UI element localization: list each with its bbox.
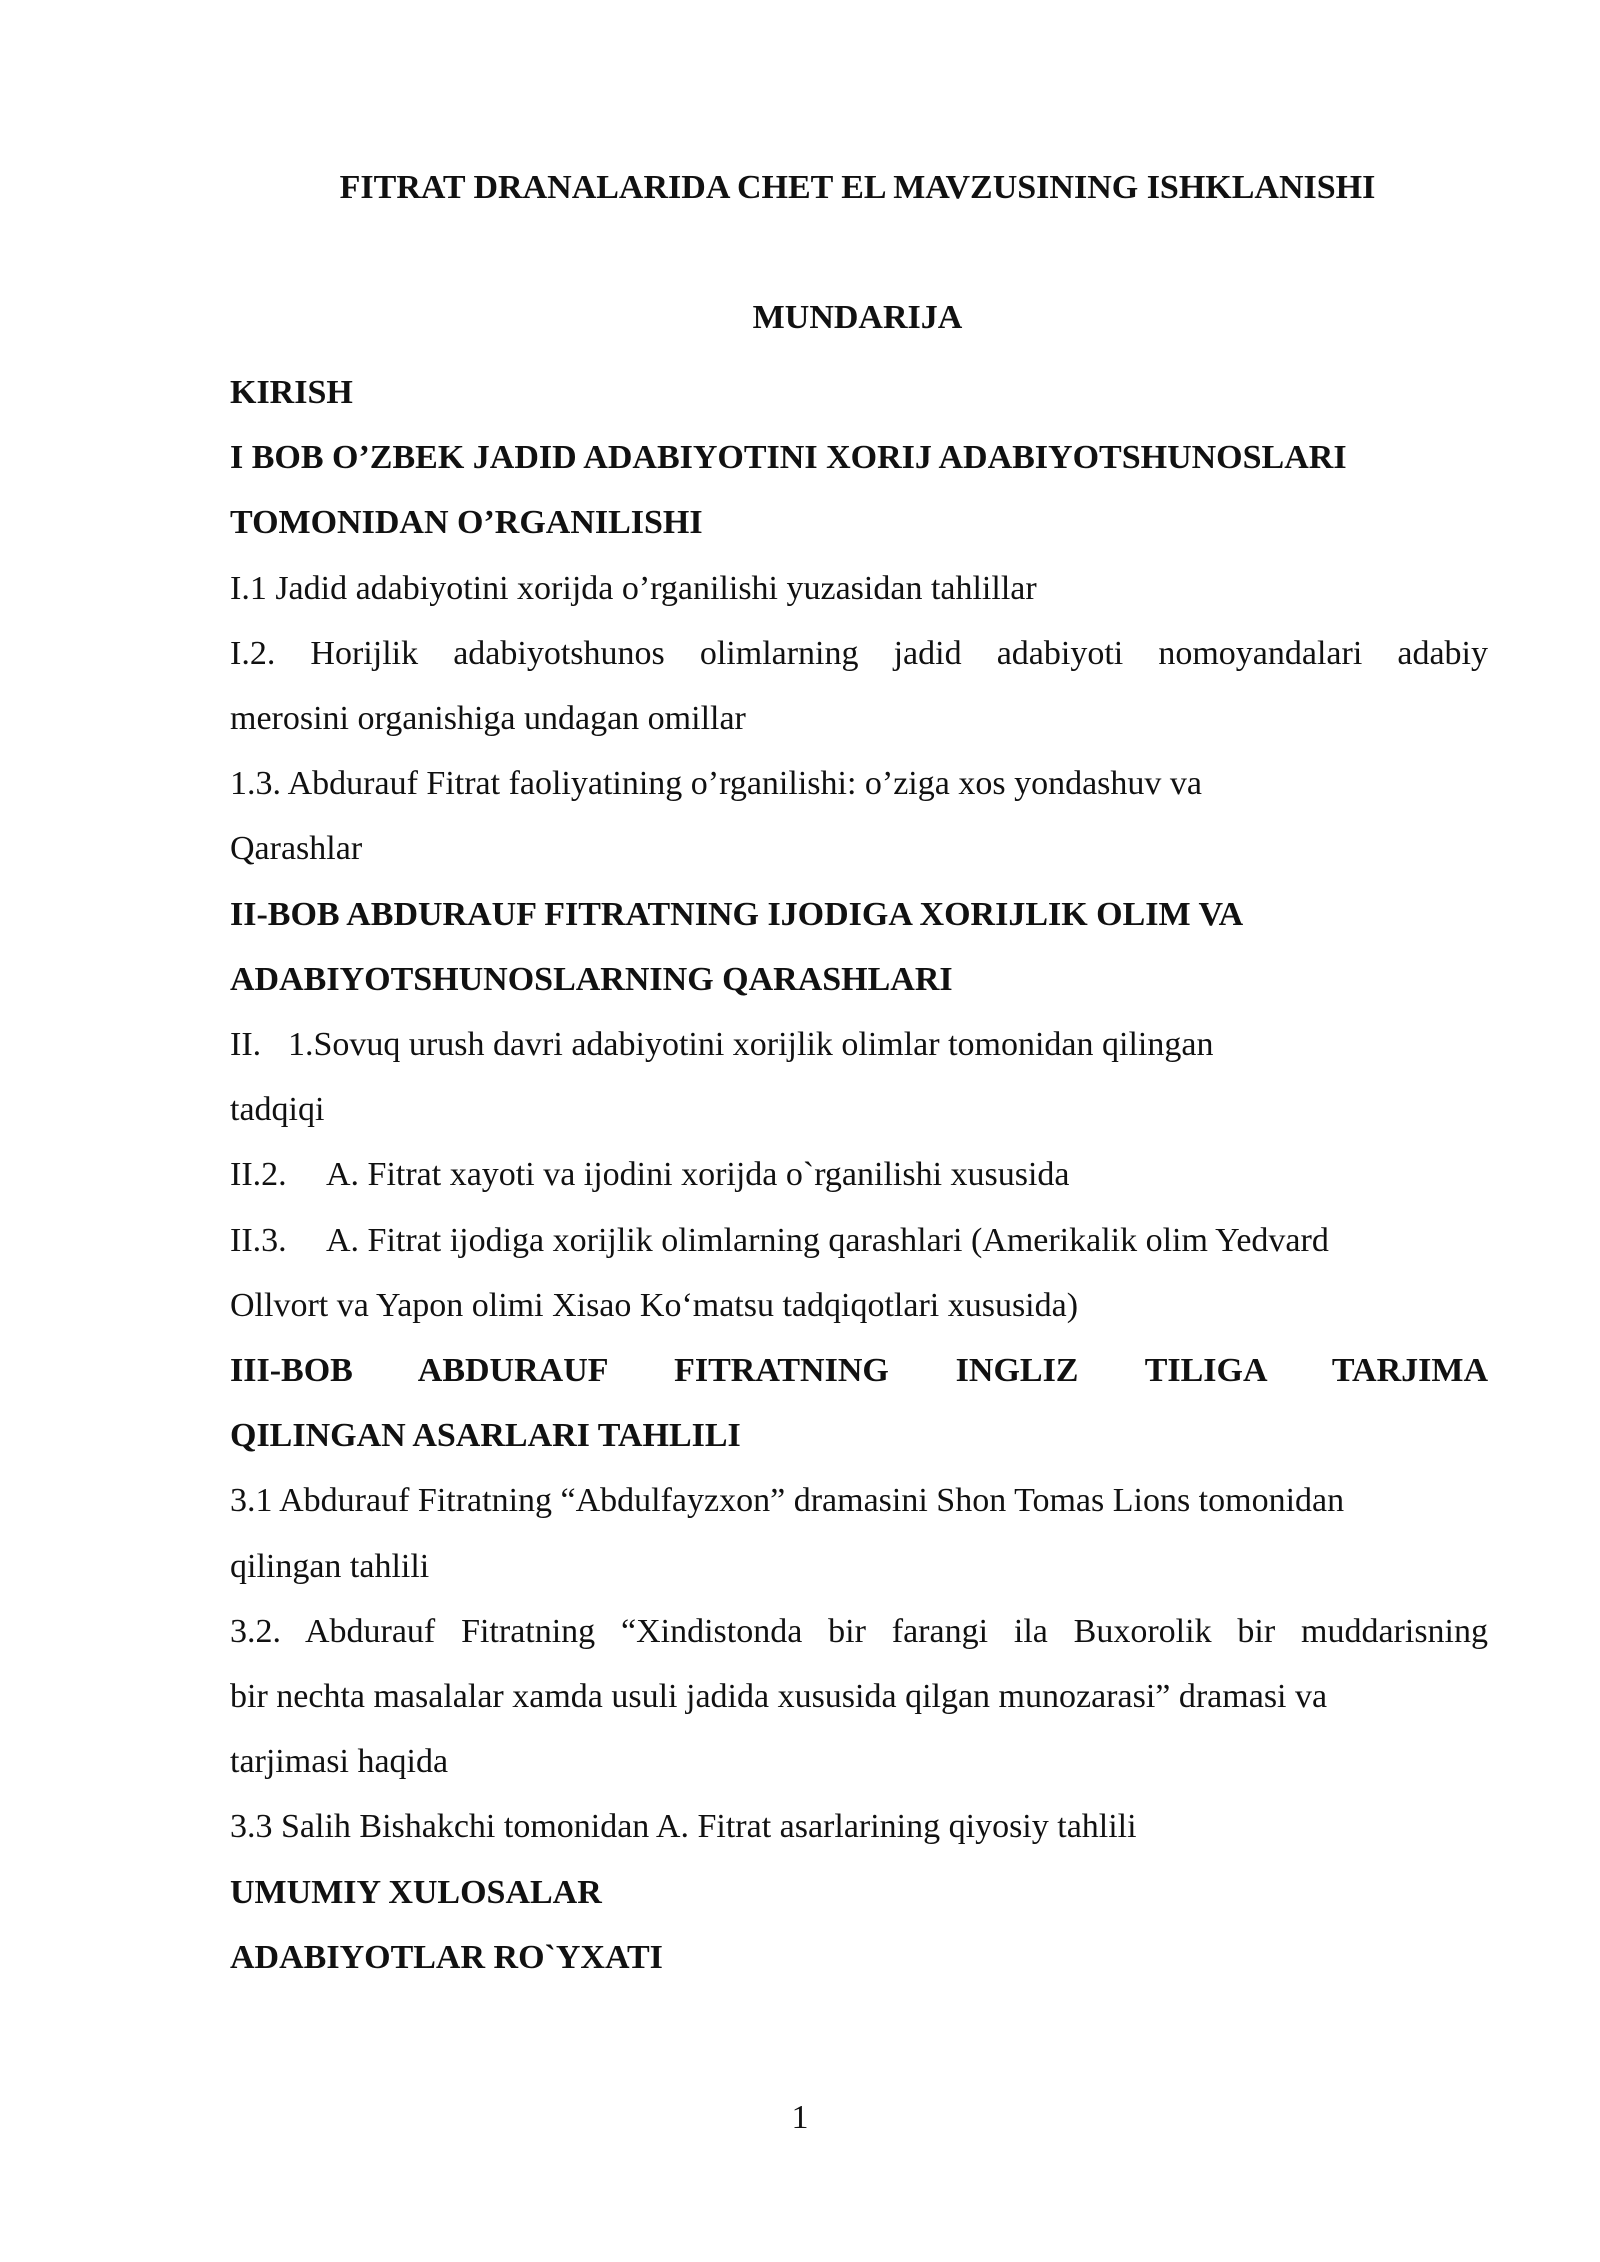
toc-section-1-1: I.1 Jadid adabiyotini xorijda o’rganilishi yuzasidan tahlillar	[230, 569, 1037, 607]
toc-section-1-2-line-2: merosini organishiga undagan omillar	[230, 700, 746, 738]
toc-section-2-1-line-1	[230, 1012, 1488, 1077]
toc-section-3-1-line-1: 3.1 Abdurauf Fitratning “Abdulfayzxon” dramasini Shon Tomas Lions tomonidan	[230, 1482, 1345, 1520]
document-title: FITRAT DRANALARIDA CHET EL MAVZUSINING ISHKLANISHI	[339, 169, 1376, 206]
toc-entry-references: ADABIYOTLAR RO`YXATI	[230, 1938, 663, 1976]
toc-section-2-3-line-1	[230, 1208, 1488, 1273]
toc-chapter-2-line-1: II-BOB ABDURAUF FITRATNING IJODIGA XORIJLIK OLIM VA	[230, 895, 1244, 933]
toc-section-3-2-line-3: tarjimasi haqida	[230, 1743, 449, 1781]
toc-section-2-2-text: A. Fitrat xayoti va ijodini xorijda o`rganilishi xususida	[326, 1156, 1070, 1194]
toc-chapter-1-line-2: TOMONIDAN O’RGANILISHI	[230, 504, 703, 542]
toc-chapter-2-line-2: ADABIYOTSHUNOSLARNING QARASHLARI	[230, 960, 953, 998]
table-of-contents	[230, 360, 1488, 1990]
toc-section-1-2-line-1: I.2. Horijlik adabiyotshunos olimlarning jadid adabiyoti nomoyandalari adabiy	[230, 634, 1488, 672]
toc-section-3-1-line-2: qilingan tahlili	[230, 1547, 430, 1585]
toc-section-2-2-number: II.2.	[230, 1156, 287, 1194]
toc-section-1-3-line-2: Qarashlar	[230, 830, 363, 868]
toc-section-2-1-line-2: tadqiqi	[230, 1091, 325, 1129]
page-number: 1	[791, 2099, 809, 2136]
toc-section-2-3-line-2: Ollvort va Yapon olimi Xisao Ko‘matsu tadqiqotlari xususida)	[230, 1286, 1079, 1324]
toc-chapter-3-line-2: QILINGAN ASARLARI TAHLILI	[230, 1417, 741, 1455]
toc-section-2-2	[230, 1142, 1488, 1207]
toc-section-2-1-number: II.	[230, 1026, 262, 1064]
toc-section-3-2-line-1: 3.2. Abdurauf Fitratning “Xindistonda bir farangi ila Buxorolik bir muddarisning	[230, 1612, 1488, 1650]
toc-section-3-3: 3.3 Salih Bishakchi tomonidan A. Fitrat asarlarining qiyosiy tahlili	[230, 1808, 1137, 1846]
toc-heading: MUNDARIJA	[752, 299, 963, 336]
toc-entry-conclusion: UMUMIY XULOSALAR	[230, 1873, 602, 1911]
toc-section-2-3-number: II.3.	[230, 1221, 287, 1259]
toc-chapter-1-line-1: I BOB O’ZBEK JADID ADABIYOTINI XORIJ ADABIYOTSHUNOSLARI	[230, 439, 1347, 477]
toc-chapter-3-line-1: III-BOB ABDURAUF FITRATNING INGLIZ TILIGA TARJIMA	[230, 1352, 1488, 1390]
toc-section-1-3-line-1: 1.3. Abdurauf Fitrat faoliyatining o’rganilishi: o’ziga xos yondashuv va	[230, 765, 1202, 803]
toc-section-2-3-text: A. Fitrat ijodiga xorijlik olimlarning qarashlari (Amerikalik olim Yedvard	[326, 1221, 1329, 1259]
toc-entry-introduction: KIRISH	[230, 374, 353, 411]
toc-section-2-1-text: 1.Sovuq urush davri adabiyotini xorijlik olimlar tomonidan qilingan	[288, 1026, 1214, 1064]
toc-section-3-2-line-2: bir nechta masalalar xamda usuli jadida xususida qilgan munozarasi” dramasi va	[230, 1678, 1328, 1716]
